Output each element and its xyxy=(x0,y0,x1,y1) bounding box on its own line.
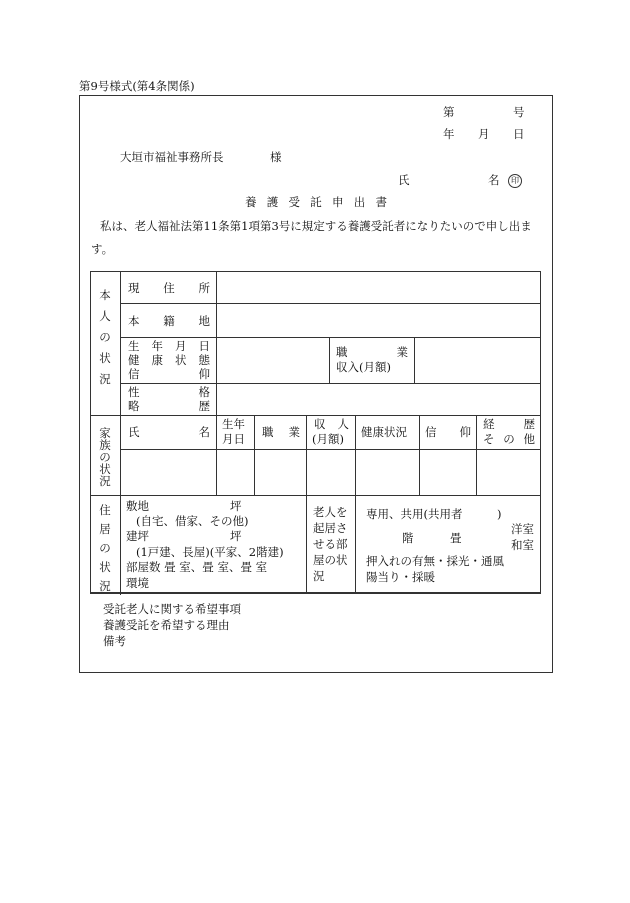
date-month: 月 xyxy=(478,127,490,141)
col-divider xyxy=(306,415,307,495)
col-divider xyxy=(414,337,415,383)
building-detail: (1戸建、長屋)(平家、2階建) xyxy=(136,545,284,559)
closet-light-ventilation: 押入れの有無・採光・通風 xyxy=(366,554,504,568)
japanese-room: 和室 xyxy=(511,538,534,552)
elder-room-line5: 況 xyxy=(313,569,325,583)
intro-text-line1: 私は、老人福祉法第11条第1項第3号に規定する養護受託者になりたいので申し出ま xyxy=(100,219,532,233)
family-income-col-2: (月額) xyxy=(312,432,344,446)
number-prefix: 第 xyxy=(443,105,455,119)
family-income-col-1: 収 人 xyxy=(314,417,349,431)
date-year: 年 xyxy=(443,127,455,141)
row-divider xyxy=(120,337,541,338)
faith-label: 信 仰 xyxy=(128,367,210,381)
hope-label: 受託老人に関する希望事項 xyxy=(103,602,241,616)
job-label: 職 業 xyxy=(336,345,408,359)
address-label: 現 住 所 xyxy=(128,281,210,295)
family-history-col-1: 経 歴 xyxy=(483,417,535,431)
col-divider xyxy=(306,495,307,593)
row-divider xyxy=(120,383,541,384)
col-divider xyxy=(419,415,420,495)
character-label: 性 格 xyxy=(128,385,210,399)
col-divider xyxy=(120,271,121,595)
family-faith-col: 信 仰 xyxy=(425,425,471,439)
elder-room-line3: せる部 xyxy=(313,537,348,551)
elder-room-line4: 屋の状 xyxy=(313,553,348,567)
honseki-label: 本 籍 地 xyxy=(128,314,210,328)
site-label: 敷地 xyxy=(126,499,149,513)
form-label: 第9号様式(第4条関係) xyxy=(79,79,195,93)
family-job-col: 職 業 xyxy=(262,425,300,439)
row-divider xyxy=(120,303,541,304)
western-room: 洋室 xyxy=(511,522,534,536)
section-divider xyxy=(90,495,541,496)
name-label-mei: 名 xyxy=(488,173,500,187)
section-label-family: 家 族 の 状 況 xyxy=(99,426,111,488)
family-health-col: 健康状況 xyxy=(361,425,407,439)
section-label-person: 本 人 の 状 況 xyxy=(99,288,111,386)
income-label: 収入(月額) xyxy=(336,360,391,374)
family-history-col-2: そ の 他 xyxy=(483,432,535,446)
document-title: 養 護 受 託 申 出 書 xyxy=(245,195,387,209)
site-detail: (自宅、借家、その他) xyxy=(136,514,249,528)
name-label-shi: 氏 xyxy=(398,173,410,187)
elder-room-line1: 老人を xyxy=(313,505,348,519)
col-divider xyxy=(254,415,255,495)
tatami-label: 畳 xyxy=(450,531,462,545)
date-day: 日 xyxy=(513,127,525,141)
col-divider xyxy=(216,415,217,495)
reason-label: 養護受託を希望する理由 xyxy=(103,618,230,632)
addressee: 大垣市福祉事務所長 xyxy=(120,150,224,164)
seal-mark: 印 xyxy=(508,174,522,188)
section-divider xyxy=(90,593,541,594)
rooms-label: 部屋数 畳 室、畳 室、畳 室 xyxy=(126,560,268,574)
floor-label: 階 xyxy=(402,531,414,545)
sunlight-heating: 陽当り・採暖 xyxy=(366,570,435,584)
col-divider xyxy=(355,495,356,593)
col-divider xyxy=(329,337,330,383)
birth-label: 生 年 月 日 xyxy=(128,339,210,353)
environment-label: 環境 xyxy=(126,576,149,590)
section-label-residence: 住 居 の 状 況 xyxy=(99,503,111,593)
remarks-label: 備考 xyxy=(103,634,126,648)
building-label: 建坪 xyxy=(126,529,149,543)
family-birth-col-2: 月日 xyxy=(222,432,245,446)
building-tsubo: 坪 xyxy=(230,529,242,543)
family-birth-col-1: 生年 xyxy=(222,417,245,431)
section-divider xyxy=(90,415,541,416)
exclusive-shared: 専用、共用(共用者 ) xyxy=(366,507,502,521)
health-label: 健 康 状 態 xyxy=(128,353,210,367)
elder-room-line2: 起居さ xyxy=(313,521,348,535)
col-divider xyxy=(476,415,477,495)
history-label: 略 歴 xyxy=(128,399,210,413)
col-divider xyxy=(216,271,217,415)
row-divider xyxy=(120,449,541,450)
intro-text-line2: す。 xyxy=(91,242,114,256)
family-name-col: 氏 名 xyxy=(128,425,210,439)
number-suffix: 号 xyxy=(513,105,525,119)
site-tsubo: 坪 xyxy=(230,499,242,513)
addressee-honorific: 様 xyxy=(270,150,282,164)
col-divider xyxy=(355,415,356,495)
